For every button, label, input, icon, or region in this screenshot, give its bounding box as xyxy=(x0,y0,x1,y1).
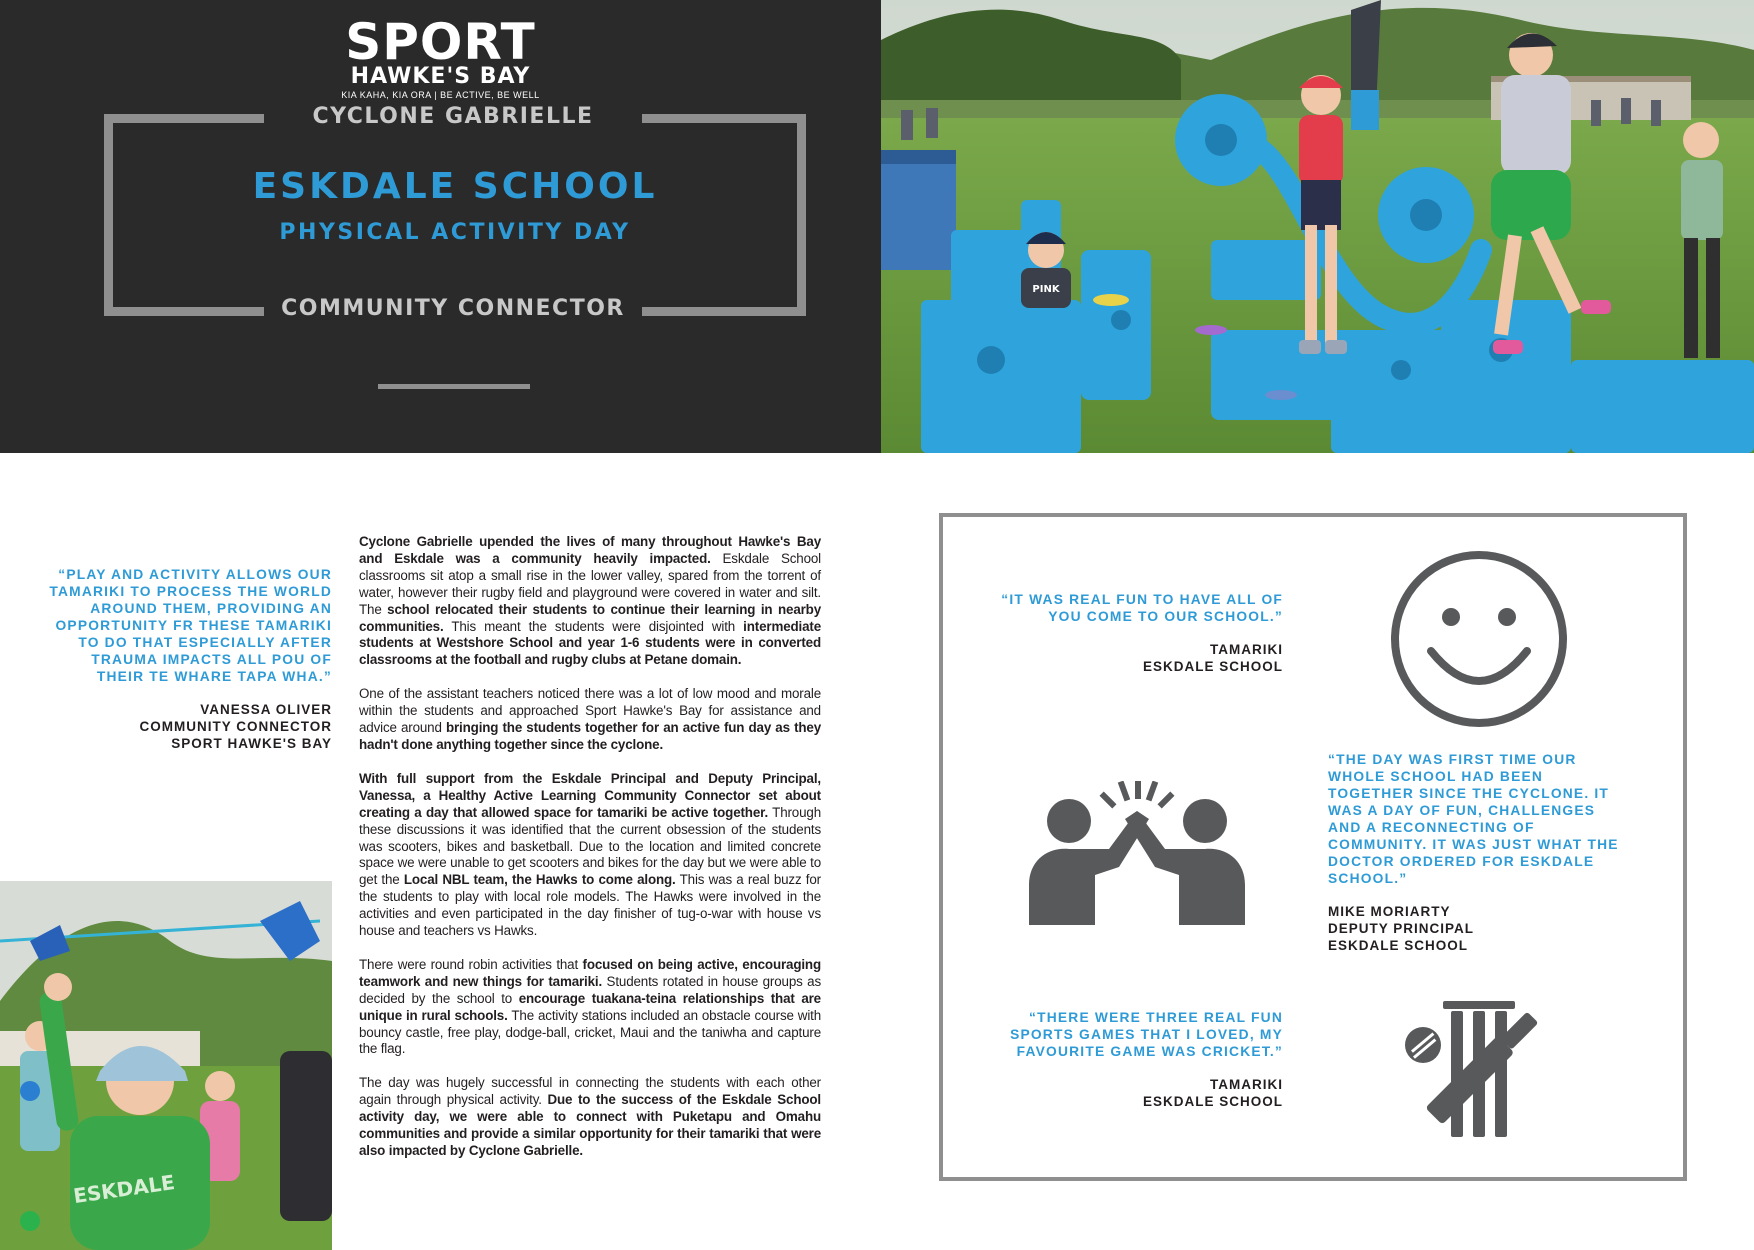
attribution-role: COMMUNITY CONNECTOR xyxy=(139,719,332,734)
quote-text: “IT WAS REAL FUN TO HAVE ALL OF YOU COME TO OUR SCHOOL.” xyxy=(1001,592,1283,624)
smiley-face-icon xyxy=(1387,547,1571,731)
article-paragraph-4: There were round robin activities that focused on being active, encouraging teamwork and new things for tamariki. Students rotated in house groups as decided by the school to encourage tuakana-teina relationships that are unique in rural schools. The activity stations included an obstacle course with bouncy castle, free play, dodge-ball, cricket, Maui and the taniwha and capture the flag. xyxy=(359,956,822,1057)
footer-label-community-connector: COMMUNITY CONNECTOR xyxy=(281,296,625,321)
cricket-icon xyxy=(1401,1001,1541,1137)
page-subtitle: PHYSICAL ACTIVITY DAY xyxy=(279,220,631,245)
high-five-icon xyxy=(1009,781,1265,925)
article-body xyxy=(359,534,821,1177)
header-panel xyxy=(0,0,881,453)
article-paragraph-2: One of the assistant teachers noticed there was a lot of low mood and morale within the students and approached Sport Hawke's Bay for assistance and advice around bringing the students together for an active fun day as they hadn't done anything together since the cyclone. xyxy=(359,686,822,752)
article-paragraph-1: Cyclone Gabrielle upended the lives of many throughout Hawke's Bay and Eskdale was a community heavily impacted. Eskdale School classrooms sit atop a small rise in the lower valley, spared from the torrent of water, however their rugby field and playground were covered in water and silt. The school relocated their students to continue their learning in nearby communities. This meant the students were disjointed with intermediate students at Westshore School and year 1-6 students were in converted classrooms at the football and rugby clubs at Petane domain. xyxy=(359,534,821,668)
photo-obstacle-course-illustration xyxy=(881,0,1754,453)
photo-obstacle-course xyxy=(881,0,1754,453)
article-paragraph-3: With full support from the Eskdale Principal and Deputy Principal, Vanessa, a Healthy Active Learning Community Connector set about creating a day that allowed space for tamariki be active together. Through these discussions it was identified that the current obsession of the students was scooters, bikes and basketball. Due to the location and limited concrete space we were unable to get scooters and bikes for the day but we were able to get the Local NBL team, the Hawks to come along. This was a real buzz for the students to play with local role models. The Hawks were involved in the activities and even participated in the day finisher of tug-o-war with house vs house and teachers vs Hawks. xyxy=(359,770,821,939)
page-title: ESKDALE SCHOOL xyxy=(252,166,658,207)
quote-text: “THE DAY WAS FIRST TIME OUR WHOLE SCHOOL HAD BEEN TOGETHER SINCE THE CYCLONE. IT WAS A DAY OF FUN, CHALLENGES AND A RECONNECTING OF COMMUNITY. IT WAS JUST WHAT THE DOCTOR ORDERED FOR ESKDALE SCHOOL.” xyxy=(1328,752,1619,886)
quote-text: “THERE WERE THREE REAL FUN SPORTS GAMES THAT I LOVED, MY FAVOURITE GAME WAS CRICKET.” xyxy=(1010,1010,1283,1059)
logo-region: HAWKE'S BAY xyxy=(350,64,531,89)
divider-rule xyxy=(378,384,530,389)
title-frame xyxy=(104,114,806,316)
quote-mike-moriarty xyxy=(1328,751,1628,954)
photo-eskdale-student xyxy=(0,881,332,1250)
quote-vanessa-oliver xyxy=(40,566,332,752)
quote-attribution: TAMARIKI ESKDALE SCHOOL xyxy=(1142,642,1283,674)
quotes-box xyxy=(939,513,1687,1181)
sport-hawkes-bay-logo xyxy=(0,14,881,100)
photo-eskdale-student-illustration xyxy=(0,881,332,1250)
quote-attribution: MIKE MORIARTY DEPUTY PRINCIPAL ESKDALE SCHOOL xyxy=(1328,904,1475,953)
logo-wordmark: SPORT xyxy=(345,13,536,71)
article-paragraph-5: The day was hugely successful in connecting the students with each other again through physical activity. Due to the success of the Eskdale School activity day, we were able to connect with Puketapu and Omahu communities and provide a similar opportunity for their tamariki that were also impacted by Cyclone Gabrielle. xyxy=(359,1075,821,1158)
quote-attribution xyxy=(40,701,332,752)
child-pink-shirt xyxy=(1021,232,1071,308)
quote-tamariki-cricket xyxy=(983,1009,1283,1110)
quote-attribution: TAMARIKI ESKDALE SCHOOL xyxy=(1142,1077,1283,1109)
logo-tagline: KIA KAHA, KIA ORA | BE ACTIVE, BE WELL xyxy=(341,90,540,100)
pink-shirt-text: PINK xyxy=(1032,284,1060,295)
attribution-org: SPORT HAWKE'S BAY xyxy=(171,736,332,751)
shirt-text: ESKDALE xyxy=(71,1170,177,1209)
quote-tamariki-fun xyxy=(983,591,1283,675)
attribution-name: VANESSA OLIVER xyxy=(200,702,332,717)
quote-text: “PLAY AND ACTIVITY ALLOWS OUR TAMARIKI TO PROCESS THE WORLD AROUND THEM, PROVIDING AN OPPORTUNITY FR THESE TAMARIKI TO DO THAT ESPECIALLY AFTER TRAUMA IMPACTS ALL POU OF THEIR TE WHARE TAPA WHA.” xyxy=(49,567,332,684)
kicker-cyclone-gabrielle: CYCLONE GABRIELLE xyxy=(312,104,594,129)
